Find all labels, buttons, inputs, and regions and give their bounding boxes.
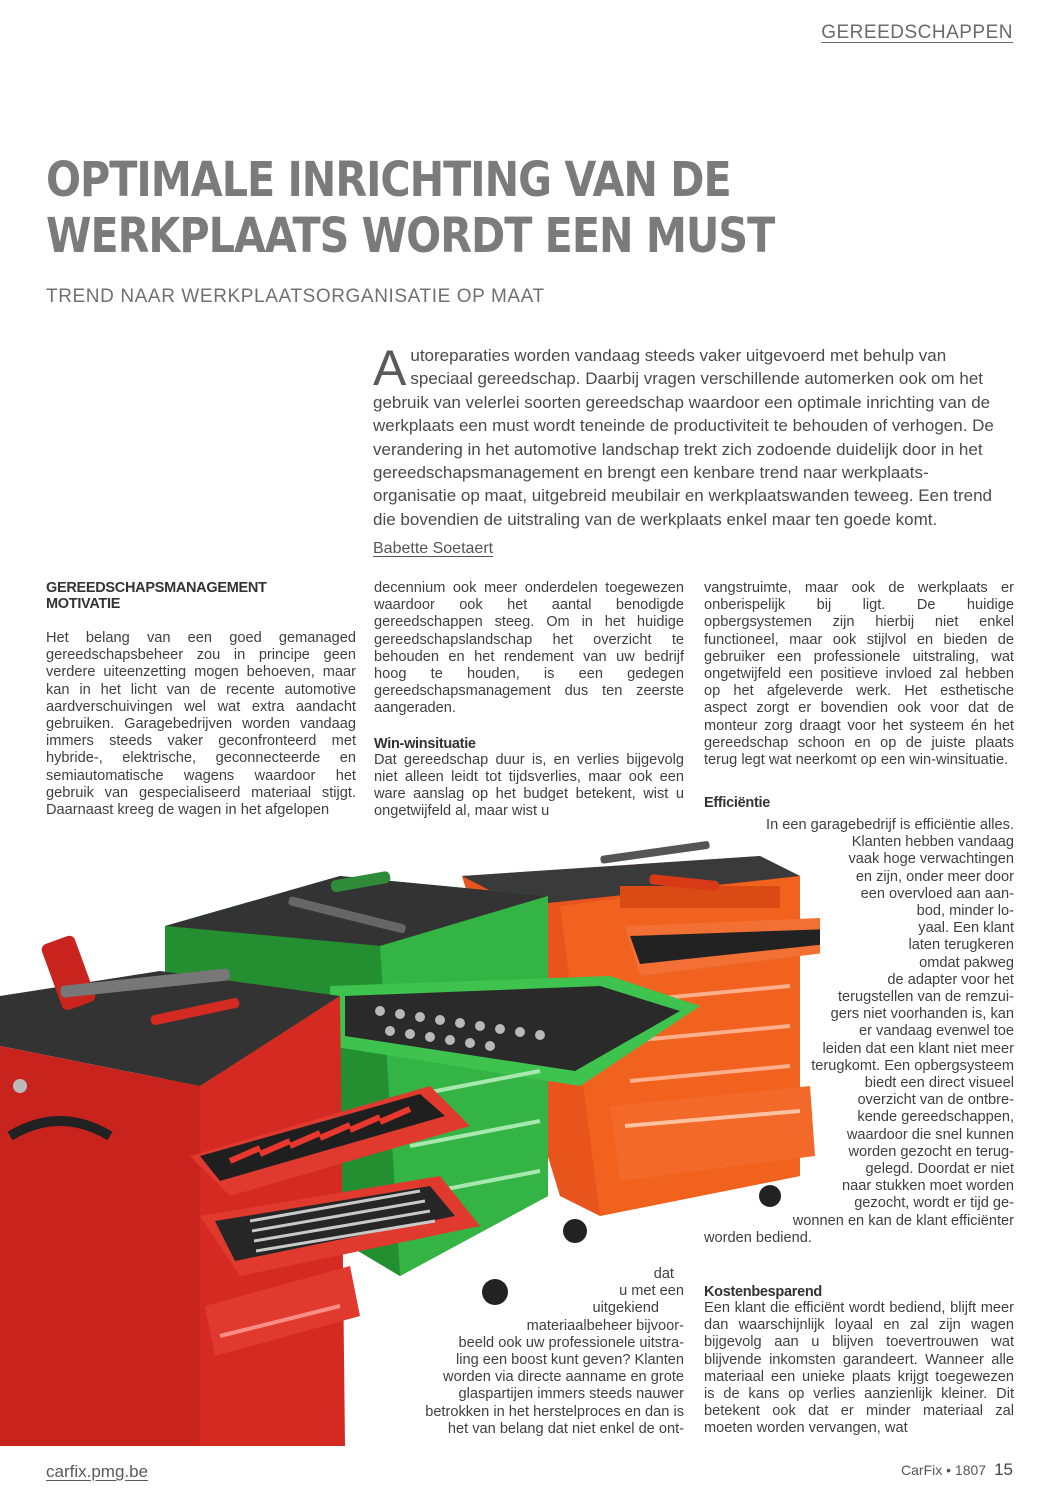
text-line: terugstellen van de remzui- (837, 989, 1014, 1006)
text-line: er vandaag evenwel toe (859, 1023, 1014, 1040)
text-line: naar stukken moet worden (842, 1178, 1014, 1195)
column-1 (46, 580, 356, 819)
intro-line: speciaal gereedschap. Daarbij vragen verschillende automerken ook om het (410, 369, 984, 389)
text-line: een overvloed aan aan- (860, 885, 1014, 902)
text-line: wonnen en kan de klant efficiënter (792, 1212, 1014, 1229)
intro-line: verandering in het automotive landschap trekt zich zodoende duidelijk door in het (373, 439, 983, 459)
text-line: laten terugkeren (908, 937, 1014, 954)
section-heading: Win-winsituatie (374, 735, 476, 752)
website-link[interactable]: carfix.pmg.be (46, 1462, 149, 1481)
text-line: leiden dat een klant niet meer (822, 1040, 1014, 1057)
text-line: betrokken in het herstelproces en dan is (425, 1403, 684, 1420)
text-line: dat (653, 1266, 674, 1282)
text-line: worden bediend. (704, 1229, 812, 1246)
title-line-2: WERKPLAATS WORDT EEN MUST (46, 208, 775, 264)
column-3 (704, 580, 1014, 769)
text-line: en zijn, onder meer door (855, 868, 1014, 885)
text-line: worden via directe aanname en grote (443, 1369, 684, 1386)
body-text: Het belang van een goed gemanaged gereedschapsbeheer zou in principe geen verdere uiteenzetting mogen behoeven, maar kan in het licht van de recente automotive aardverschuivingen wel wat extra aandacht gebruiken. Garagebedrijven worden vandaag immers steeds vaker geconfronteerd met hybride-, elektrische, geconnecteerde en semiautomatische wagens waardoor het gebruik van gespecialiseerd materiaal stijgt. Daarnaast kreeg de wagen in het afgelopen (46, 630, 356, 819)
page-number: 15 (994, 1460, 1013, 1479)
text-line: vaak hoge verwachtingen (848, 851, 1014, 868)
text-line: terugkomt. Een opbergsysteem (811, 1057, 1014, 1074)
text-line: bod, minder lo- (916, 903, 1014, 920)
intro-paragraph (373, 340, 1013, 531)
publication-info: CarFix • 1807 (901, 1462, 987, 1478)
intro-line: die bovendien de uitstraling van de werkplaats enkel maar ten goede komt. (373, 509, 938, 529)
page-footer (901, 1460, 1013, 1480)
text-line: u met een (619, 1283, 684, 1300)
tool-cabinets-photo (0, 836, 820, 1446)
text-line: gers niet voorhanden is, kan (830, 1006, 1014, 1023)
heading-line: MOTIVATIE (46, 596, 121, 612)
text-line: uitgekiend (592, 1300, 659, 1317)
page-title (46, 152, 872, 264)
text-line: glaspartijen immers steeds nauwer (458, 1386, 684, 1403)
title-line-1: OPTIMALE INRICHTING VAN DE (46, 152, 731, 208)
intro-line: organisatie op maat, uitgebreid meubilair en werkplaatswanden teweeg. Een trend (373, 486, 992, 506)
intro-line: gereedschapsmanagement en brengt een kenbare trend naar werkplaats- (373, 463, 929, 483)
text-line: de adapter voor het (887, 971, 1014, 988)
intro-line: werkplaats een must wordt teneinde de productiviteit te behouden of verhogen. De (373, 416, 994, 436)
body-text: vangstruimte, maar ook de werkplaats er onberispelijk bij ligt. De huidige opbergsystemen zijn hierbij niet enkel functioneel, maar ook stijlvol en bieden de gebruiker een professionele uitstraling, wat ongetwijfeld een positieve invloed zal hebben op het afgeleverde werk. Het esthetische aspect zorgt er bovendien ook voor dat de monteur zorg draagt voor het systeem én het gereedschap schoon en op de juiste plaats terug legt wat neerkomt op een win-winsituatie. (704, 580, 1014, 769)
text-line: Klanten hebben vandaag (851, 834, 1014, 851)
body-text: decennium ook meer onderdelen toegewezen waardoor ook het aantal benodigde gereedschappen steeg. Om in het huidige gereedschapslandschap het overzicht te behouden en het rendement van uw bedrijf hoog te houden, is een gedegen gereedschapsmanagement dus ten zeerste aangeraden. (374, 580, 684, 717)
body-text: Een klant die efficiënt wordt bediend, blijft meer dan waarschijnlijk loyaal en zal zijn wagen bijgevolg aan u blijven toevertrouwen wat blijvende inkomsten garandeert. Wanneer alle materiaal een unieke plaats krijgt toegewezen is de kans op verlies aanzienlijk kleiner. Dit betekent ook dat er minder materiaal zal moeten worden vervangen, wat (704, 1300, 1014, 1437)
section-heading: Kostenbesparend (704, 1284, 822, 1300)
intro-line: gebruik van velerlei soorten gereedschap waardoor een optimale inrichting van de (373, 392, 991, 412)
subtitle: TREND NAAR WERKPLAATSORGANISATIE OP MAAT (46, 286, 545, 307)
text-line: kende gereedschappen, (857, 1109, 1014, 1126)
text-line: worden gezocht en terug- (848, 1143, 1014, 1160)
text-line: materiaalbeheer bijvoor- (526, 1317, 684, 1334)
author-byline: Babette Soetaert (373, 540, 494, 557)
section-heading (46, 580, 356, 612)
body-text: Dat gereedschap duur is, en verlies bijgevolg niet alleen leidt tot tijdsverlies, maar ook een ware aanslag op het budget betekent, wist u ongetwijfeld al, maar wist u (374, 751, 684, 820)
text-line: beeld ook uw professionele uitstra- (458, 1334, 684, 1351)
text-line: In een garagebedrijf is efficiëntie alles. (766, 817, 1014, 833)
text-line: ling een boost kunt geven? Klanten (456, 1352, 684, 1369)
text-line: gezocht, wordt er tijd ge- (854, 1195, 1014, 1212)
text-line: waardoor die snel kunnen (846, 1126, 1014, 1143)
section-heading: Efficiëntie (704, 795, 770, 811)
text-line: omdat pakweg (919, 954, 1014, 971)
text-line: het van belang dat niet enkel de ont- (447, 1420, 684, 1437)
text-line: biedt een direct visueel (864, 1075, 1014, 1092)
intro-line: utoreparaties worden vandaag steeds vaker uitgevoerd met behulp van (410, 346, 947, 365)
text-line: overzicht van de ontbre- (857, 1092, 1014, 1109)
column-2 (374, 580, 684, 820)
drop-cap: A (373, 340, 407, 396)
heading-line: GEREEDSCHAPSMANAGEMENT (46, 580, 267, 596)
text-line: gelegd. Doordat er niet (865, 1161, 1014, 1178)
section-label: GEREEDSCHAPPEN (821, 22, 1013, 43)
text-line: yaal. Een klant (918, 920, 1014, 937)
